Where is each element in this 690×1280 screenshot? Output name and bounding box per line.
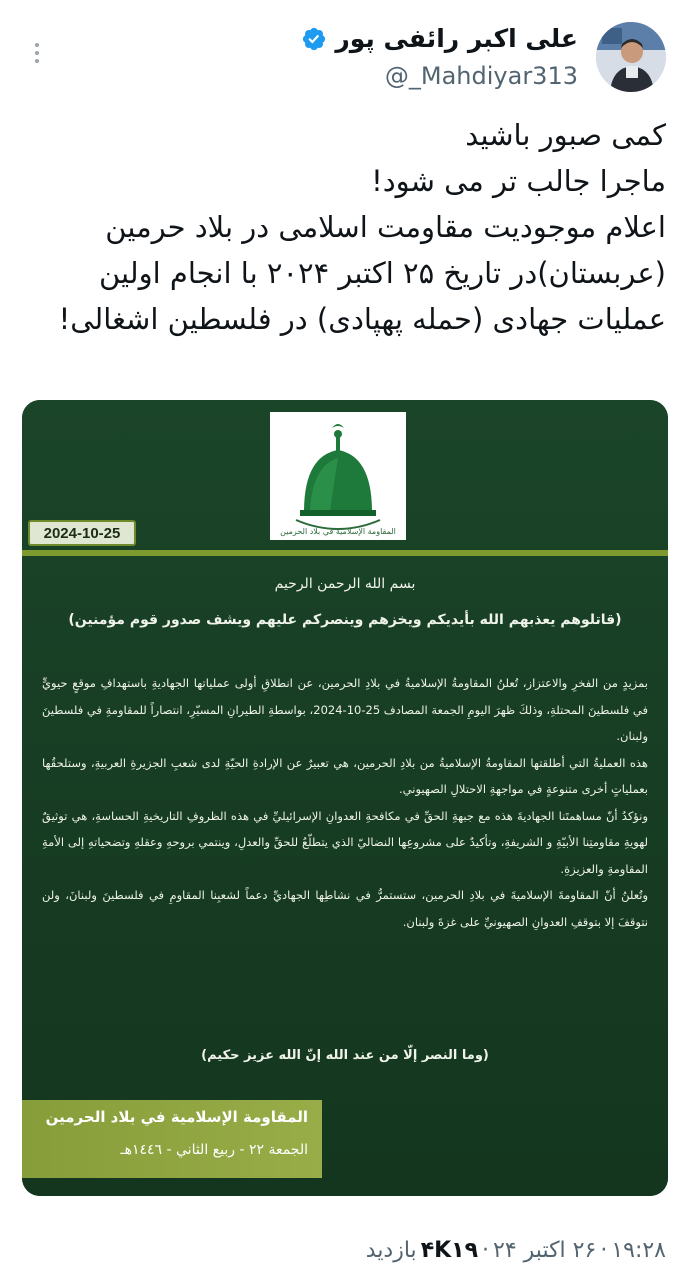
- tweet-line: (عربستان)در تاریخ ۲۵ اکتبر ۲۰۲۴ با انجام اولین: [98, 256, 666, 290]
- meta-separator: ·: [600, 1238, 608, 1263]
- tweet-line: کمی صبور باشید: [465, 118, 666, 152]
- more-options-icon[interactable]: [22, 38, 52, 68]
- closing-verse: (وما النصر إلّا من عند الله إنّ الله عزيز حكيم): [201, 1048, 489, 1063]
- tweet-media-image[interactable]: [22, 400, 668, 1196]
- avatar[interactable]: [596, 22, 666, 92]
- date-badge: 2024-10-25: [28, 520, 136, 546]
- author-handle[interactable]: @_Mahdiyar313: [384, 62, 578, 90]
- tweet-meta: [366, 1238, 666, 1263]
- tweet-header: [0, 18, 690, 98]
- statement-paragraph: ونؤكدُ أنّ مساهمتَنا الجهاديةَ هذه مع جبهةِ الحقِّ في مكافحةِ العدوانِ الإسرائيليِّ في هذه الظروفِ التاريخيةِ الحساسةِ، هي توثيقٌ لهويةِ مقاومتِنا الأبيّةِ و الشريفةِ، وتأكيدٌ على مشروعِها النضاليّ الذي يتطلّعُ للحقِّ والعدلِ، وينتمي بروحهِ وعقلهِ وتضحياتهِ إلى الأمةِ المقاومةِ والعزيزةِ.: [42, 808, 648, 876]
- statement-paragraph: هذه العمليةُ التي أطلقتها المقاومةُ الإسلاميةُ من بلادِ الحرمين، هي تعبيرٌ عن الإرادةِ الحيّةِ لدى شعبِ الجزيرةِ العربيةِ، وستلحقُها بعملياتٍ أخرى متنوعةٍ في مواجهةِ الاحتلالِ الصهيوني.: [42, 755, 648, 796]
- tweet-line: ماجرا جالب تر می شود!: [371, 164, 666, 198]
- tweet-time[interactable]: ۱۹:۲۸: [611, 1238, 666, 1263]
- signature-title: المقاومة الإسلامية في بلاد الحرمين: [45, 1108, 308, 1126]
- tweet-text: [26, 112, 666, 342]
- quran-verse: (قاتلوهم يعذبهم الله بأيديكم ويخزهم وينصركم عليهم ويشف صدور قوم مؤمنين): [68, 612, 622, 628]
- tweet-date[interactable]: ۲۶ اکتبر ۲۴: [493, 1238, 597, 1263]
- tweet-line: عملیات جهادی (حمله پهپادی) در فلسطین اشغالی!: [58, 302, 666, 336]
- signature-box: [22, 1100, 322, 1178]
- statement-paragraph: وتُعلنُ أنّ المقاومةَ الإسلاميةَ في بلادِ الحرمين، ستستمرُّ في نشاطِها الجهاديِّ دعماً لشعبِنا المقاومِ في فلسطينَ ولبنانَ، ولن نتوقفَ إلا بتوقفِ العدوانِ الصهيونيِّ على غزةَ ولبنان.: [42, 888, 648, 929]
- author-name-row: [301, 24, 578, 53]
- view-count: ۴K۱۹: [420, 1238, 479, 1263]
- author-display-name[interactable]: علی اکبر رائفی پور: [335, 24, 578, 53]
- verified-badge-icon: [301, 26, 327, 52]
- tweet-line: اعلام موجودیت مقاومت اسلامی در بلاد حرمین: [105, 210, 666, 244]
- resistance-logo: [270, 412, 406, 540]
- bismillah-text: بسم الله الرحمن الرحيم: [274, 576, 416, 592]
- accent-bar: [22, 550, 668, 556]
- logo-caption: المقاومة الإسلامية في بلاد الحرمين: [280, 527, 396, 536]
- view-label: بازدید: [365, 1238, 417, 1263]
- signature-date: الجمعة ٢٢ - ربيع الثاني - ١٤٤٦هـ: [120, 1142, 308, 1158]
- meta-separator: ·: [482, 1238, 490, 1263]
- statement-paragraph: بمزيدٍ من الفخرِ والاعتزاز، تُعلنُ المقاومةُ الإسلاميةُ في بلادِ الحرمين، عن انطلاقِ أولى عملياتها الجهاديةِ باستهدافِ موقعٍ حيويٍّ في فلسطينَ المحتلةِ، وذلكَ ظهرَ اليومِ الجمعة المصادف 25-10-2024، بواسطةِ الطيرانِ المسيّرِ، انتصاراً للمقاومةِ في فلسطينَ ولبنان.: [42, 676, 648, 743]
- statement-body: [42, 670, 648, 935]
- avatar-image: [596, 22, 666, 92]
- dome-logo-icon: [270, 412, 406, 540]
